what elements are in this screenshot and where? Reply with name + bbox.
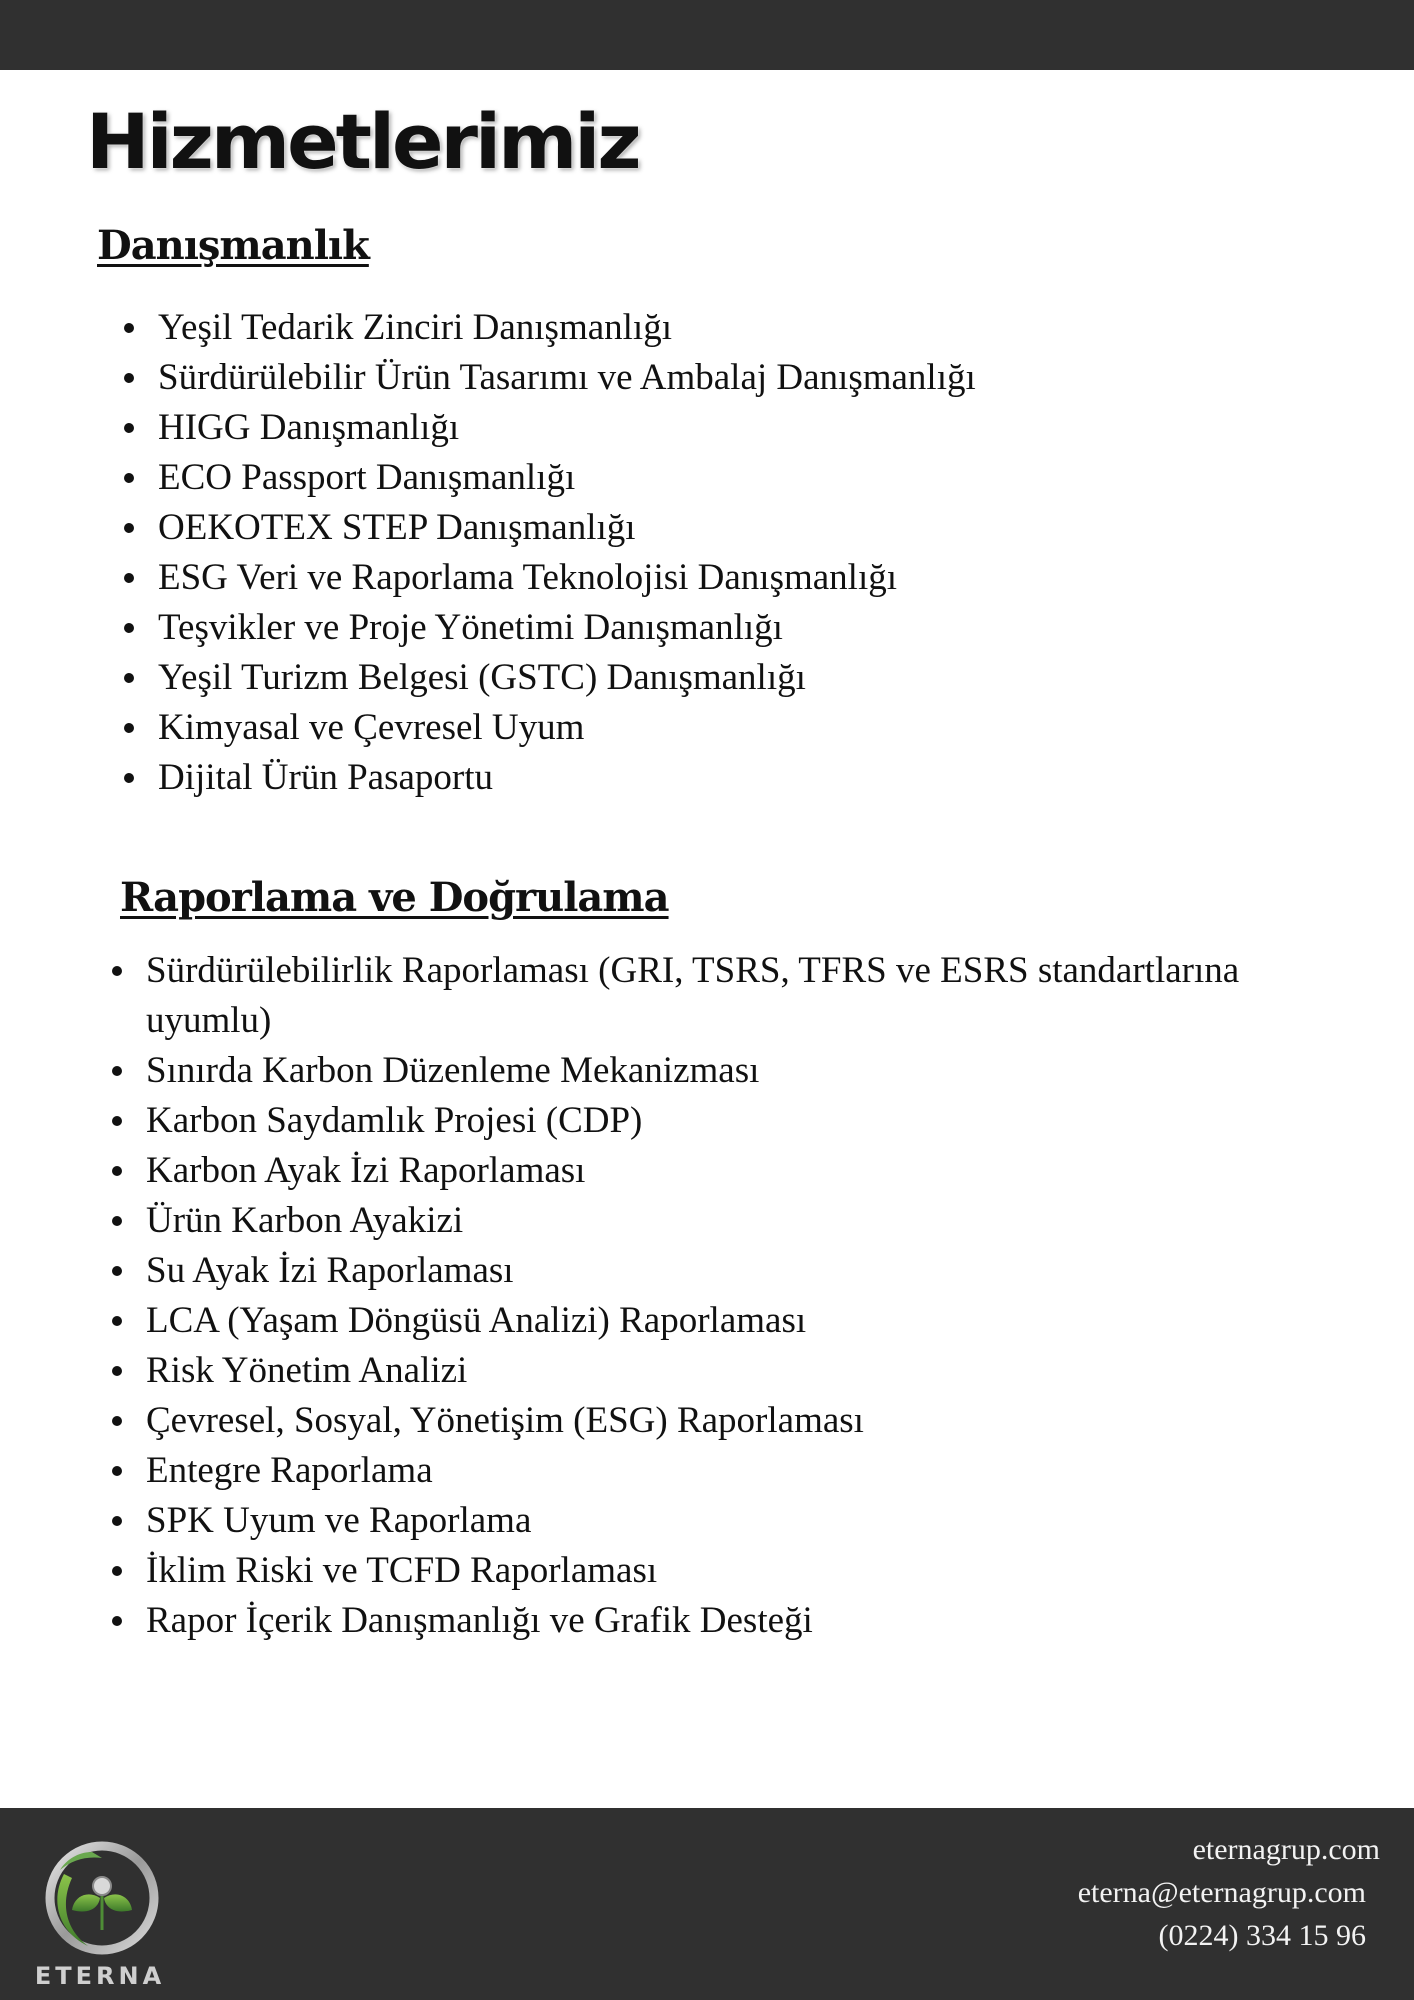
list-item: OEKOTEX STEP Danışmanlığı bbox=[158, 503, 1358, 553]
list-item: ESG Veri ve Raporlama Teknolojisi Danışmanlığı bbox=[158, 553, 1358, 603]
list-item: Yeşil Tedarik Zinciri Danışmanlığı bbox=[158, 303, 1358, 353]
list-item: Sürdürülebilirlik Raporlaması (GRI, TSRS, TFRS ve ESRS standartlarına uyumlu) bbox=[146, 946, 1336, 1046]
contact-info bbox=[1078, 1828, 1380, 1957]
eterna-logo bbox=[28, 1834, 172, 1994]
list-item: ECO Passport Danışmanlığı bbox=[158, 453, 1358, 503]
list-item: Çevresel, Sosyal, Yönetişim (ESG) Raporlaması bbox=[146, 1396, 1336, 1446]
list-item: Karbon Ayak İzi Raporlaması bbox=[146, 1146, 1336, 1196]
list-item: Risk Yönetim Analizi bbox=[146, 1346, 1336, 1396]
list-item: İklim Riski ve TCFD Raporlaması bbox=[146, 1546, 1336, 1596]
list-item: Sürdürülebilir Ürün Tasarımı ve Ambalaj Danışmanlığı bbox=[158, 353, 1358, 403]
consulting-list bbox=[158, 303, 1358, 803]
list-item: LCA (Yaşam Döngüsü Analizi) Raporlaması bbox=[146, 1296, 1336, 1346]
logo-wordmark: ETERNA bbox=[34, 1962, 166, 1990]
list-item: Kimyasal ve Çevresel Uyum bbox=[158, 703, 1358, 753]
page-title: Hizmetlerimiz bbox=[86, 97, 639, 186]
list-item: Sınırda Karbon Düzenleme Mekanizması bbox=[146, 1046, 1336, 1096]
list-item: Dijital Ürün Pasaportu bbox=[158, 753, 1358, 803]
list-item: HIGG Danışmanlığı bbox=[158, 403, 1358, 453]
list-item: SPK Uyum ve Raporlama bbox=[146, 1496, 1336, 1546]
reporting-list bbox=[146, 946, 1336, 1646]
reporting-heading: Raporlama ve Doğrulama bbox=[120, 874, 669, 921]
list-item: Yeşil Turizm Belgesi (GSTC) Danışmanlığı bbox=[158, 653, 1358, 703]
consulting-heading: Danışmanlık bbox=[97, 222, 369, 269]
list-item: Karbon Saydamlık Projesi (CDP) bbox=[146, 1096, 1336, 1146]
list-item: Su Ayak İzi Raporlaması bbox=[146, 1246, 1336, 1296]
list-item: Entegre Raporlama bbox=[146, 1446, 1336, 1496]
website-link[interactable]: eternagrup.com bbox=[1192, 1833, 1380, 1866]
footer bbox=[0, 1808, 1414, 2000]
top-bar bbox=[0, 0, 1414, 70]
leaf-logo-icon bbox=[36, 1834, 164, 1962]
email-link[interactable]: eterna@eternagrup.com bbox=[1077, 1876, 1366, 1909]
phone-number[interactable]: (0224) 334 15 96 bbox=[1158, 1919, 1366, 1952]
list-item: Teşvikler ve Proje Yönetimi Danışmanlığı bbox=[158, 603, 1358, 653]
list-item: Rapor İçerik Danışmanlığı ve Grafik Desteği bbox=[146, 1596, 1336, 1646]
list-item: Ürün Karbon Ayakizi bbox=[146, 1196, 1336, 1246]
